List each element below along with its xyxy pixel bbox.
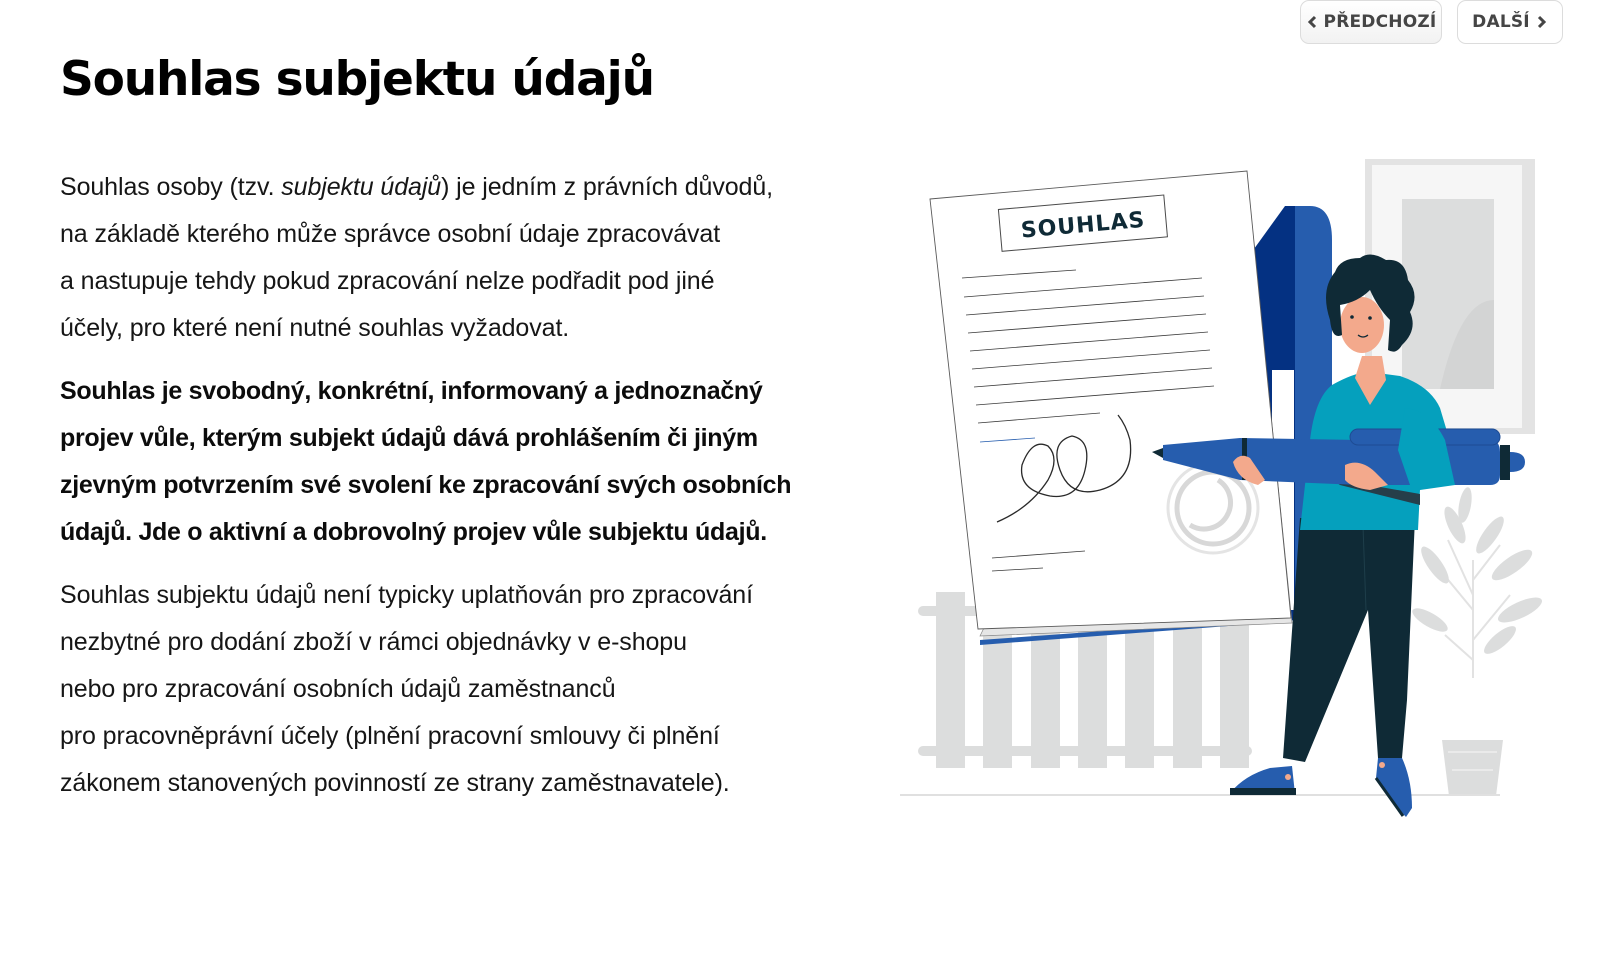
consent-illustration <box>900 140 1615 860</box>
text-line: pro pracovněprávní účely (plnění pracovní smlouvy či plnění <box>60 722 720 750</box>
next-button-label: DALŠÍ <box>1472 12 1530 32</box>
text-line: údajů. Jde o aktivní a dobrovolný projev vůle subjektu údajů. <box>60 518 767 546</box>
text-line: Souhlas je svobodný, konkrétní, informovaný a jednoznačný <box>60 377 763 405</box>
chevron-right-icon <box>1536 15 1548 29</box>
text-line: a nastupuje tehdy pokud zpracování nelze podřadit pod jiné <box>60 267 715 295</box>
previous-button-label: PŘEDCHOZÍ <box>1323 12 1437 32</box>
text-segment: ) je jedním z právních důvodů, <box>441 173 774 201</box>
next-button[interactable] <box>1457 0 1563 44</box>
text-line: nezbytné pro dodání zboží v rámci objednávky v e-shopu <box>60 628 687 656</box>
paragraph-consent-characteristics <box>60 368 920 556</box>
text-line: Souhlas subjektu údajů není typicky uplatňován pro zpracování <box>60 581 753 609</box>
emphasized-term: subjektu údajů <box>281 173 442 201</box>
text-segment: Souhlas osoby (tzv. <box>60 173 282 201</box>
text-line <box>60 164 920 211</box>
paragraph-consent-exceptions <box>60 572 920 807</box>
content-text <box>60 164 920 823</box>
text-line: zjevným potvrzením své svolení ke zpracování svých osobních <box>60 471 792 499</box>
document-heading: SOUHLAS <box>1019 207 1147 244</box>
chevron-left-icon <box>1306 15 1318 29</box>
text-line: na základě kterého může správce osobní údaje zpracovávat <box>60 220 721 248</box>
text-line: účely, pro které není nutné souhlas vyžadovat. <box>60 314 570 342</box>
consent-document-icon <box>930 171 1291 629</box>
text-line: zákonem stanovených povinností ze strany zaměstnavatele). <box>60 769 730 797</box>
text-line: nebo pro zpracování osobních údajů zaměstnanců <box>60 675 616 703</box>
previous-button[interactable] <box>1300 0 1442 44</box>
text-line: projev vůle, kterým subjekt údajů dává prohlášením či jiným <box>60 424 758 452</box>
paragraph-consent-definition <box>60 164 920 352</box>
page-title: Souhlas subjektu údajů <box>60 52 654 107</box>
plant-icon <box>1409 486 1545 796</box>
